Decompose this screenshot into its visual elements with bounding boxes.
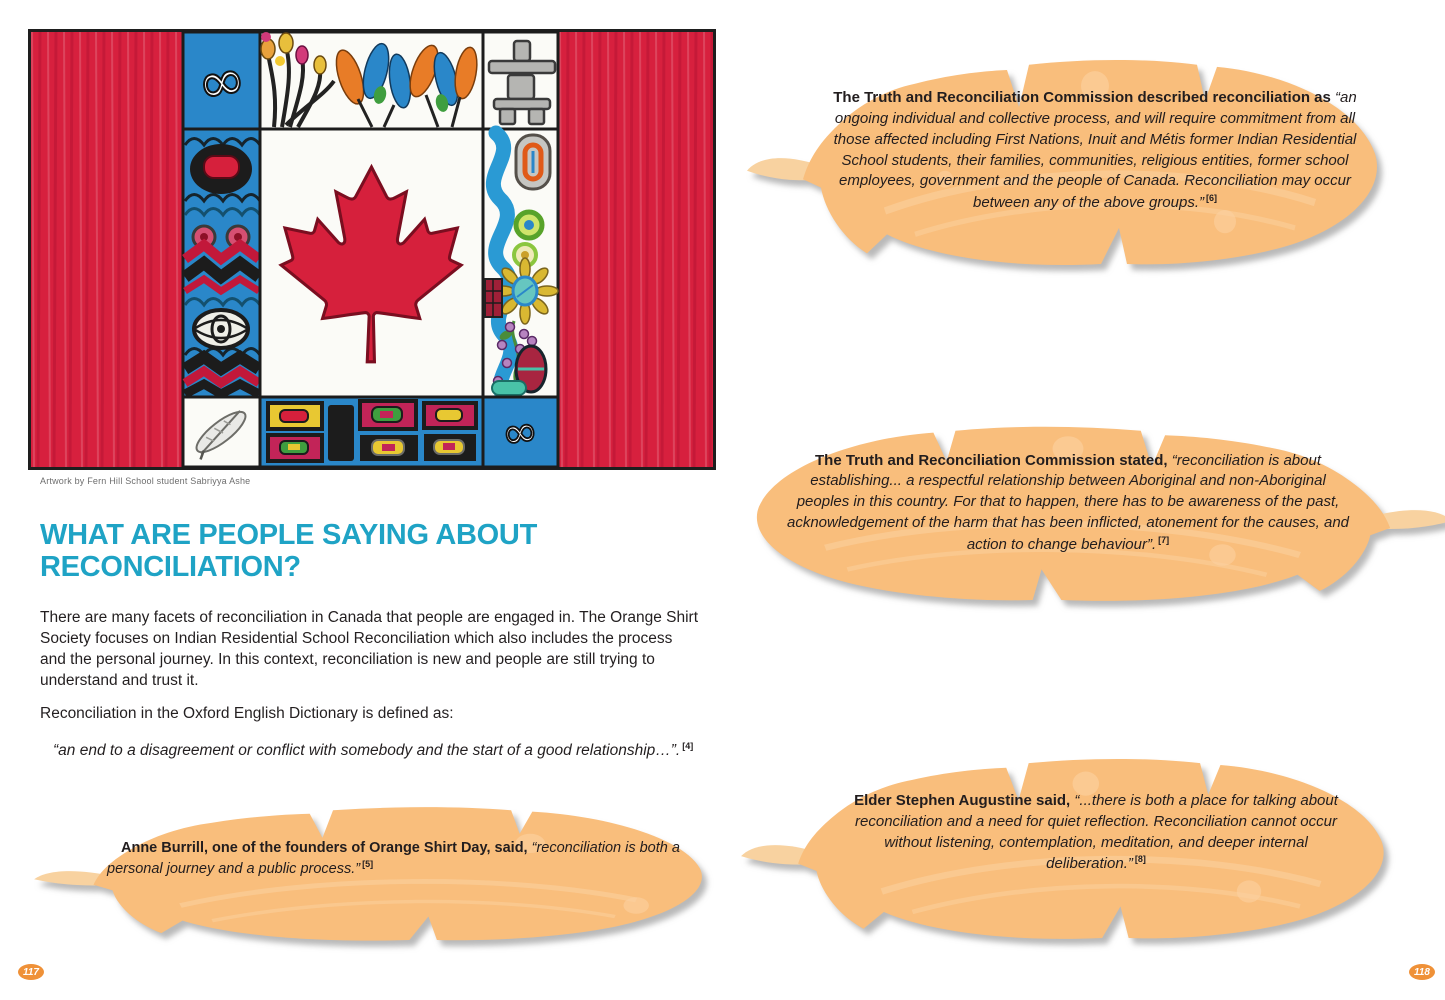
reference-8: [8]: [1134, 854, 1146, 865]
feather-icon: [183, 397, 260, 467]
reference-4: [4]: [682, 740, 694, 751]
quote-text: Anne Burrill, one of the founders of Orange Shirt Day, said, “reconciliation is both a personal journey and a public process.” [5]: [107, 839, 680, 877]
flag-red-band-right: [558, 32, 713, 467]
reference-6: [6]: [1206, 192, 1217, 203]
flag-totem-column: [183, 129, 260, 397]
flag-quilt-band: [260, 397, 483, 467]
quote-bubble-augustine: [790, 752, 1402, 938]
quote-text: Elder Stephen Augustine said, “...there is both a place for talking about reconciliation and a need for quiet reflection. Reconciliation cannot occur without listening, contemplation, meditation, and deeper internal deliberation.” [8]: [854, 792, 1338, 873]
flag-red-band-left: [31, 32, 183, 467]
reference-7: [7]: [1158, 534, 1170, 545]
flag-top-motif-band: [260, 32, 483, 129]
page-number-badge-left: 117: [18, 964, 44, 980]
page-number-badge-right: 118: [1409, 964, 1435, 980]
quote-bubble-anne-burrill: [85, 802, 721, 940]
infinity-icon: [483, 397, 558, 467]
dictionary-intro: Reconciliation in the Oxford English Dictionary is defined as:: [40, 704, 454, 722]
maple-leaf-icon: [260, 129, 483, 397]
svg-text:∞: ∞: [498, 404, 542, 461]
svg-text:∞: ∞: [191, 43, 252, 119]
dictionary-quote: “an end to a disagreement or conflict with somebody and the start of a good relationship…”. [4]: [53, 740, 694, 759]
flag-floral-column: [483, 129, 558, 401]
inukshuk-icon: [483, 32, 558, 129]
quote-bubble-trc-described: [795, 52, 1395, 264]
reference-5: [5]: [362, 858, 374, 869]
intro-paragraph: There are many facets of reconciliation in Canada that people are engaged in. The Orange Shirt Society focuses on Indian Residential School Reconciliation which also includes the process and the personal journey. In this context, reconciliation is new and people are still trying to understand and trust it.: [40, 608, 699, 690]
quote-text: The Truth and Reconciliation Commission described reconciliation as “an ongoing individual and collective process, and will require commitment from all those affected including First Nations, Inuit and Métis former Indian Residential School students, their families, communities, religious entities, former school employees, government and the people of Canada. Reconciliation may occur between any of the above groups.” [6]: [833, 89, 1357, 211]
page-title: WHAT ARE PEOPLE SAYING ABOUT RECONCILIATION?: [40, 519, 537, 584]
quote-text: The Truth and Reconciliation Commission stated, “reconciliation is about establishing... a respectful relationship between Aboriginal and non-Aboriginal peoples in this country. For that to happen, there has to be awareness of the past, acknowledgement of the harm that has been inflicted, atonement for the causes, and action to change behaviour”. [7]: [786, 451, 1350, 553]
quote-bubble-trc-stated: [737, 420, 1399, 600]
flag-artwork-image: [28, 29, 716, 470]
artwork-caption: Artwork by Fern Hill School student Sabriyya Ashe: [40, 476, 251, 486]
infinity-icon: [183, 32, 260, 129]
